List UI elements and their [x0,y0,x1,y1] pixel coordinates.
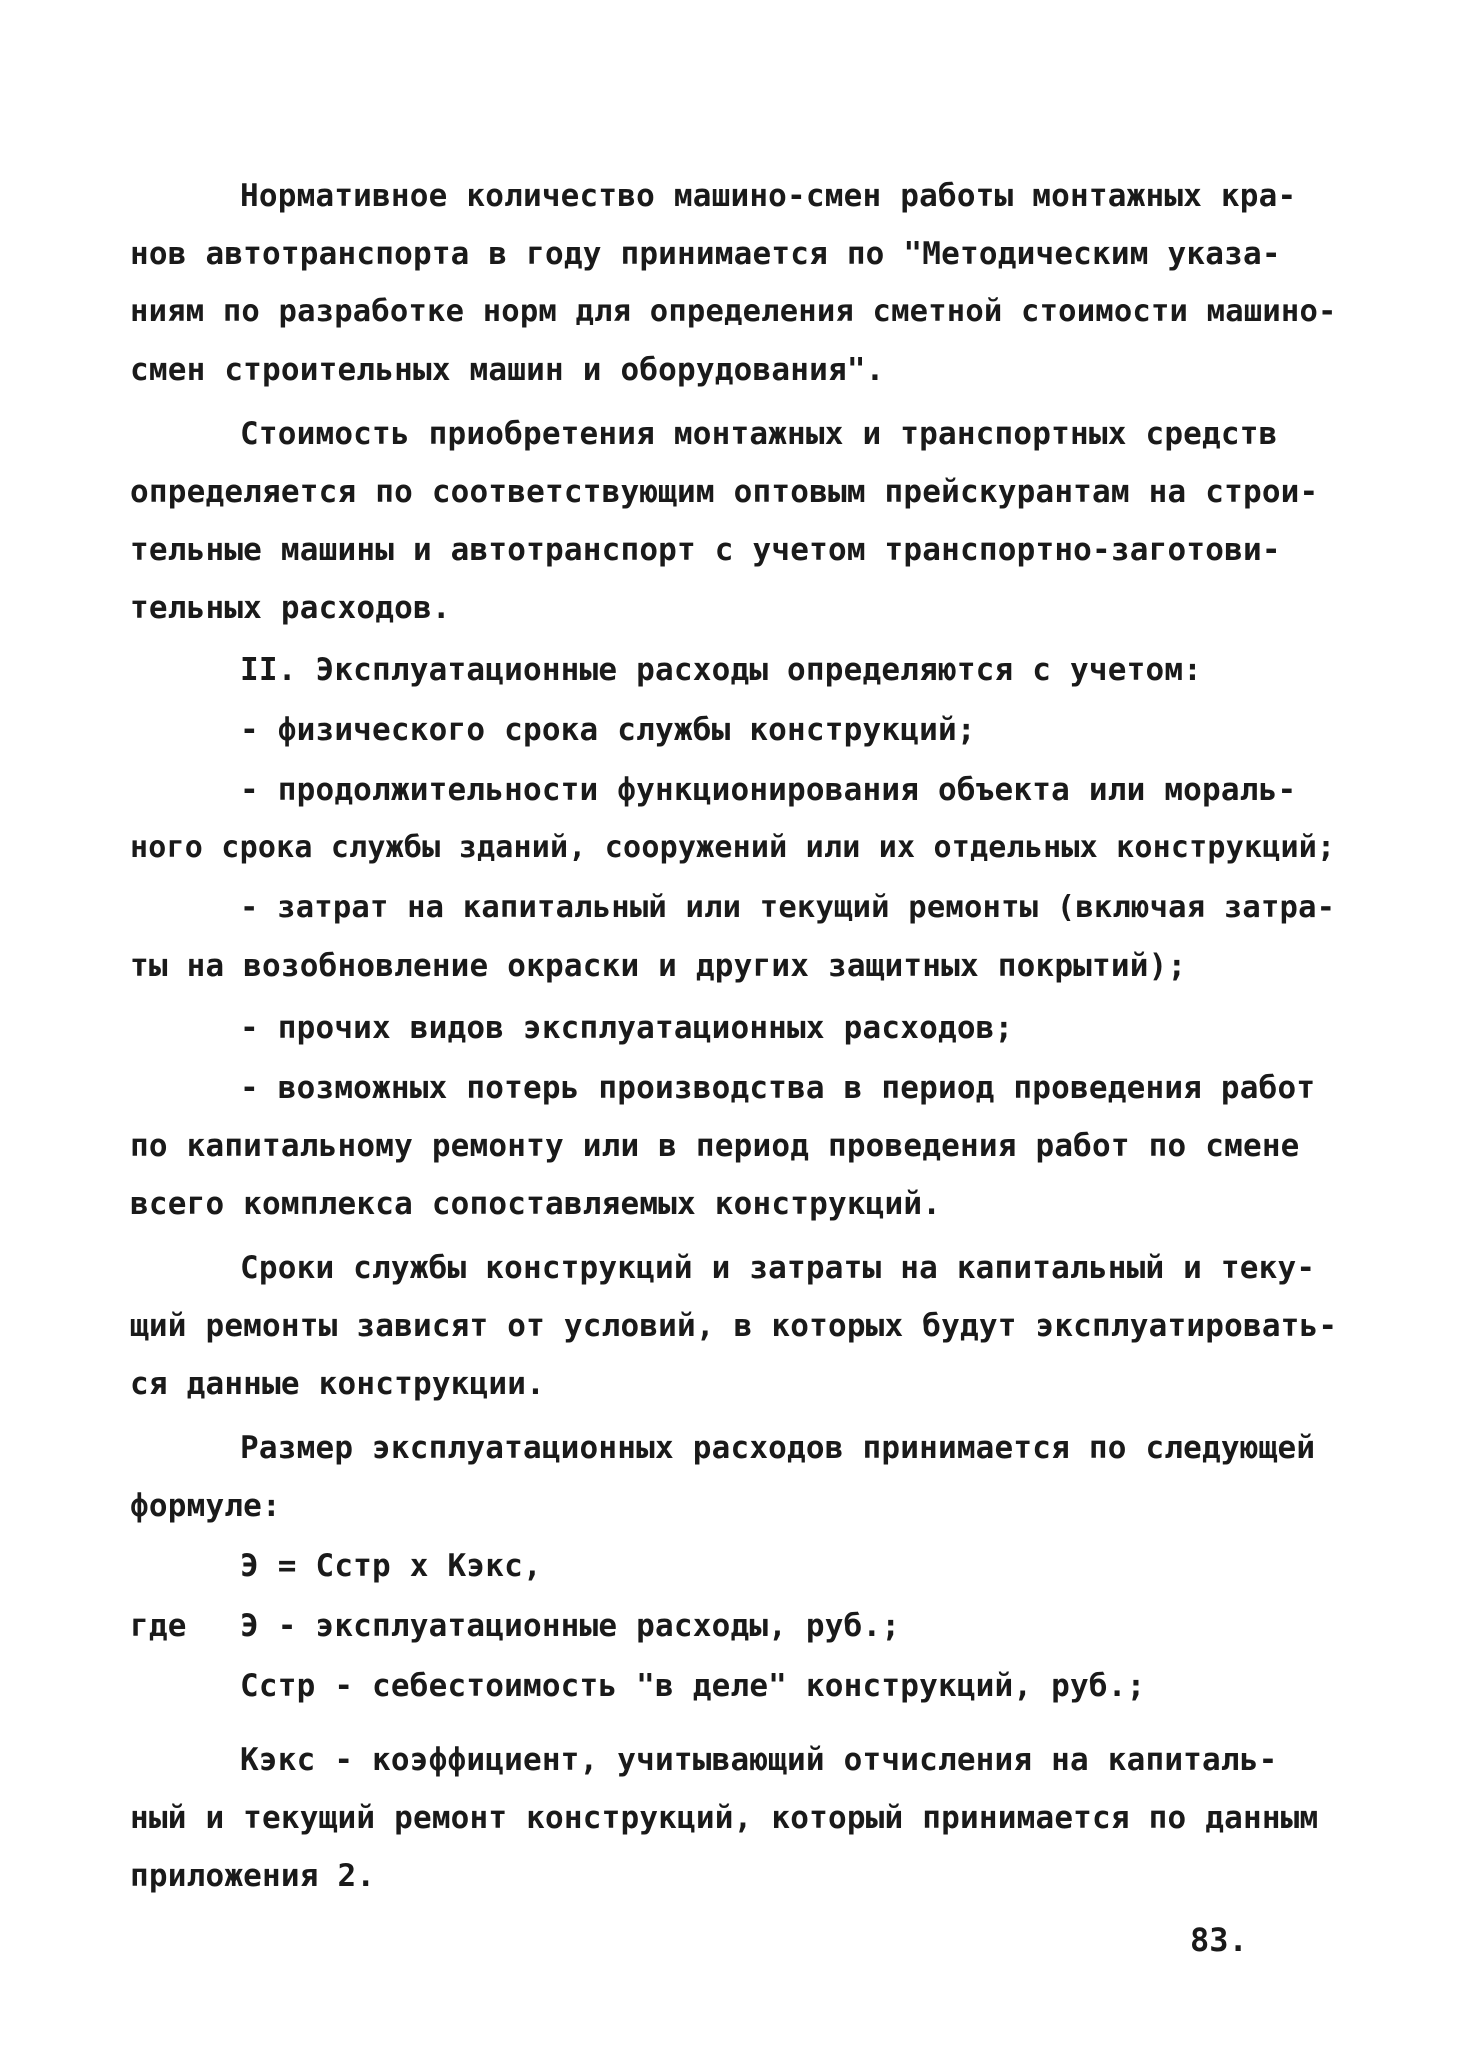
list-item: - продолжительности функционирования объекта или мораль- [240,772,1297,808]
list-item: ты на возобновление окраски и других защитных покрытий); [130,948,1187,984]
text-line: Кэкс - коэффициент, учитывающий отчисления на капиталь- [240,1742,1278,1778]
text-line: ся данные конструкции. [130,1366,545,1402]
text-line: Нормативное количество машино-смен работы монтажных кра- [240,178,1297,214]
list-item: - прочих видов эксплуатационных расходов; [240,1010,1014,1046]
list-item: - физического срока службы конструкций; [240,712,976,748]
section-heading: II. Эксплуатационные расходы определяются с учетом: [240,652,1203,688]
list-item: по капитальному ремонту или в период проведения работ по смене [130,1128,1300,1164]
list-item: всего комплекса сопоставляемых конструкций. [130,1186,942,1222]
text-line: Стоимость приобретения монтажных и транспортных средств [240,416,1278,452]
text-line: ниям по разработке норм для определения сметной стоимости машино- [130,294,1337,329]
text-line: определяется по соответствующим оптовым прейскурантам на строи- [130,474,1319,510]
definition: Э - эксплуатационные расходы, руб.; [240,1608,901,1644]
list-item: - затрат на капитальный или текущий ремонты (включая затра- [240,890,1336,925]
text-line: ный и текущий ремонт конструкций, который принимается по данным [130,1800,1319,1836]
text-line: смен строительных машин и оборудования". [130,352,885,388]
text-line: формуле: [130,1488,281,1524]
text-line: тельных расходов. [130,590,451,626]
formula: Э = Сстр х Кэкс, [240,1548,542,1584]
where-label: где [130,1608,187,1644]
text-line: Размер эксплуатационных расходов принимается по следующей [240,1430,1316,1466]
text-line: приложения 2. [130,1858,376,1894]
definition: Сстр - себестоимость "в деле" конструкций, руб.; [240,1668,1146,1704]
text-line: тельные машины и автотранспорт с учетом транспортно-заготови- [130,532,1281,568]
list-item: - возможных потерь производства в период проведения работ [240,1070,1316,1106]
list-item: ного срока службы зданий, сооружений или их отдельных конструкций; [130,830,1336,865]
text-line: Сроки службы конструкций и затраты на капитальный и теку- [240,1250,1316,1286]
text-line: щий ремонты зависят от условий, в которых будут эксплуатировать- [130,1308,1338,1344]
page-number: 83. [1190,1921,1248,1959]
text-line: нов автотранспорта в году принимается по "Методическим указа- [130,236,1281,272]
